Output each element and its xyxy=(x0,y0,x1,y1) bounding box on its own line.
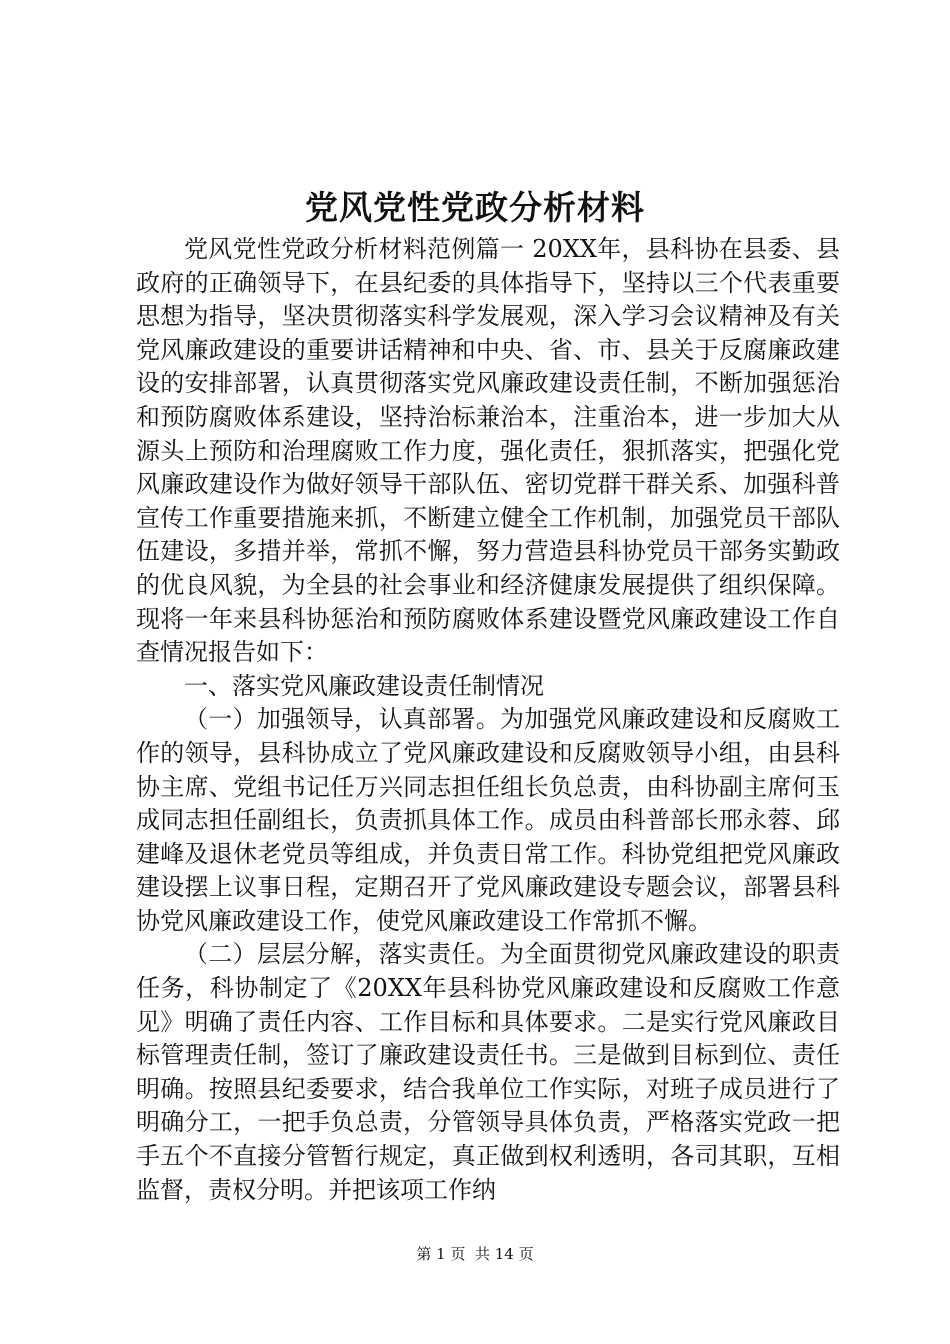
subsection-paragraph-2: （二）层层分解，落实责任。为全面贯彻党风廉政建设的职责任务，科协制定了《20XX年县科协党风廉政建设和反腐败工作意见》明确了责任内容、工作目标和具体要求。二是实行党风廉政目标管理责任制，签订了廉政建设责任书。三是做到目标到位、责任明确。按照县纪委要求，结合我单位工作实际，对班子成员进行了明确分工，一把手负总责，分管领导具体负责，严格落实党政一把手五个不直接分管暂行规定，真正做到权利透明，各司其职，互相监督，责权分明。并把该项工作纳 xyxy=(136,940,840,1204)
intro-paragraph: 党风党性党政分析材料范例篇一 20XX年，县科协在县委、县政府的正确领导下，在县纪委的具体指导下，坚持以三个代表重要思想为指导，坚决贯彻落实科学发展观，深入学习会议精神及有关党风廉政建设的重要讲话精神和中央、省、市、县关于反腐廉政建设的安排部署，认真贯彻落实党风廉政建设责任制，不断加强惩治和预防腐败体系建设，坚持治标兼治本，注重治本，进一步加大从源头上预防和治理腐败工作力度，强化责任，狠抓落实，把强化党风廉政建设作为做好领导干部队伍、密切党群干群关系、加强科普宣传工作重要措施来抓，不断建立健全工作机制，加强党员干部队伍建设，多措并举，常抓不懈，努力营造县科协党员干部务实勤政的优良风貌，为全县的社会事业和经济健康发展提供了组织保障。现将一年来县科协惩治和预防腐败体系建设暨党风廉政建设工作自查情况报告如下： xyxy=(136,235,840,667)
section-heading: 一、落实党风廉政建设责任制情况 xyxy=(184,671,544,700)
subsection-paragraph-1: （一）加强领导，认真部署。为加强党风廉政建设和反腐败工作的领导，县科协成立了党风廉政建设和反腐败领导小组，由县科协主席、党组书记任万兴同志担任组长负总责，由科协副主席何玉成同志担任副组长，负责抓具体工作。成员由科普部长邢永蓉、邱建峰及退休老党员等组成，并负责日常工作。科协党组把党风廉政建设摆上议事日程，定期召开了党风廉政建设专题会议，部署县科协党风廉政建设工作，使党风廉政建设工作常抓不懈。 xyxy=(136,705,840,935)
page-footer xyxy=(0,1242,950,1266)
page-number: 第 1 页 共 14 页 xyxy=(416,1245,534,1263)
document-title: 党风党性党政分析材料 xyxy=(305,188,645,227)
document-body xyxy=(136,233,840,1207)
